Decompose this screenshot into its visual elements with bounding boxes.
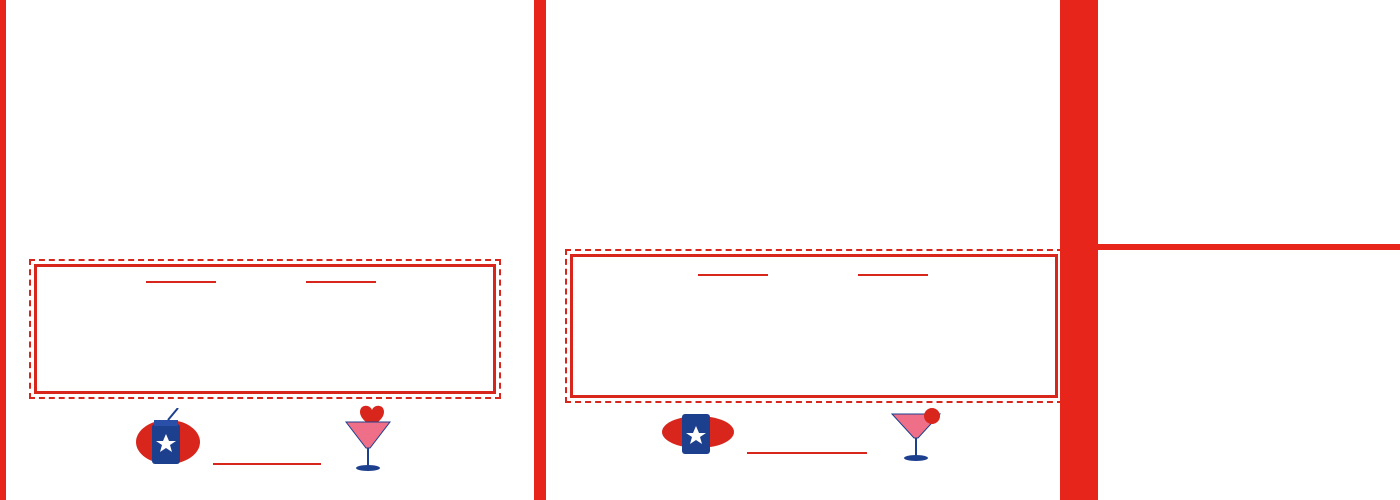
soda-cup-icon — [656, 406, 736, 458]
cocktail-glass-icon — [888, 408, 944, 464]
menu-panel-middle — [546, 0, 1060, 500]
beverages-underline — [213, 463, 321, 465]
beverages-underline — [747, 452, 867, 454]
pasta-box — [34, 264, 496, 394]
title-rule-left — [146, 281, 216, 283]
title-rule-right — [306, 281, 376, 283]
title-rule-right — [858, 274, 928, 276]
soda-cup-icon — [130, 408, 202, 472]
title-rule-left — [698, 274, 768, 276]
panel-divider — [1098, 244, 1400, 250]
pasta-box — [570, 254, 1058, 398]
menu-panel-right — [1098, 0, 1400, 500]
menu-panel-left — [6, 0, 534, 500]
cocktail-glass-icon — [340, 404, 396, 474]
